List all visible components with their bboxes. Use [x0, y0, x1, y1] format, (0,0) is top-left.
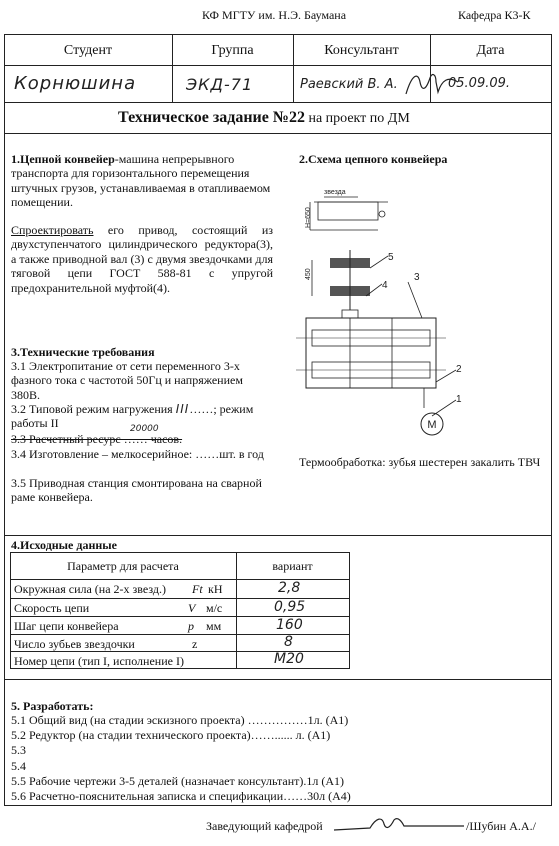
table-row-name: Номер цепи (тип I, исполнение I) — [14, 654, 184, 668]
schema-label-1: 1 — [456, 394, 462, 405]
table-row-name: Скорость цепи — [14, 601, 90, 615]
list-item: 5.3 — [11, 743, 26, 758]
thermo-note: Термообработка: зубья шестерен закалить ТВЧ — [299, 455, 541, 469]
frame-line — [4, 679, 552, 680]
req-3-4: 3.4 Изготовление – мелкосерийное: ……шт. в год — [11, 447, 264, 461]
table-row-sym: z — [192, 637, 198, 651]
design-text: его привод, состоящий из двухступенчатого цилиндрического редуктора(3), а также приводной вал (3) с двумя звездочками для тяговой цепи ГОСТ 588-81 с упругой предохранительной муфтой(4). — [11, 223, 273, 295]
table-row-name: Шаг цепи конвейера — [14, 619, 119, 633]
student-header: Студент — [63, 43, 113, 58]
department-name: Кафедра К3-К — [458, 8, 531, 22]
req-3-3: 3.3 Расчетный ресурс …… часов. — [11, 432, 183, 446]
section-4-title: 4.Исходные данные — [11, 538, 117, 552]
table-row-sym: Ft — [192, 582, 203, 596]
frame-bottom — [4, 805, 552, 806]
head-signature — [330, 812, 470, 836]
design-word: Спроектировать — [11, 223, 94, 237]
consultant-header: Консультант — [324, 43, 399, 58]
section-3-title: 3.Технические требования — [11, 345, 155, 359]
table-row-unit: мм — [206, 619, 222, 633]
section-1-paragraph — [11, 152, 273, 210]
req-3-1: 3.1 Электропитание от сети переменного 3-х фазного тока с частотой 50Гц и напряжением 380В. — [11, 359, 243, 402]
student-name: Корнюшина — [14, 73, 137, 94]
frame-top — [4, 34, 552, 35]
schema-label-4: 4 — [382, 280, 388, 291]
table-row-unit: м/с — [206, 601, 223, 615]
schema-label-5: 5 — [388, 252, 394, 263]
data-table — [10, 552, 350, 670]
frame-line — [4, 102, 552, 103]
section-2-title: 2.Схема цепного конвейера — [299, 152, 448, 166]
frame-line — [4, 535, 552, 536]
req-3-2-hand: III — [175, 402, 190, 416]
list-item: 5.1 Общий вид (на стадии эскизного проекта) ……………1л. (А1) — [11, 713, 349, 727]
table-row-value: 2,8 — [278, 580, 301, 596]
conveyor-schematic — [296, 170, 476, 440]
list-item: 5.5 Рабочие чертежи 3-5 деталей (назначает консультант).1л (А1) — [11, 773, 345, 788]
group-header: Группа — [211, 43, 254, 58]
section-1-design — [11, 223, 273, 295]
schema-label-2: 2 — [456, 364, 462, 375]
consultant-name: Раевский В. А. — [300, 77, 398, 92]
schema-label-3: 3 — [414, 272, 420, 283]
table-row-name: Число зубьев звездочки — [14, 637, 135, 651]
table-row-value: 0,95 — [274, 599, 306, 615]
schema-label-h: H=650 — [305, 207, 312, 228]
frame-left — [4, 34, 5, 805]
table-head-param: Параметр для расчета — [67, 559, 179, 573]
schema-label-motor: М — [427, 419, 437, 431]
list-item: 5.6 Расчетно-пояснительная записка и спецификации……30л (А4) — [11, 789, 351, 804]
table-row-value: М20 — [274, 651, 304, 667]
date-value: 05.09.09. — [448, 76, 511, 91]
section-5-list — [11, 713, 351, 804]
group-name: ЭКД-71 — [186, 75, 254, 94]
frame-right — [551, 34, 552, 805]
list-item: 5.4 — [11, 758, 26, 773]
req-3-5: 3.5 Приводная станция смонтирована на сварной раме конвейера. — [11, 476, 262, 505]
title-main: Техническое задание №22 — [118, 109, 305, 126]
req-3-3-hand: 20000 — [130, 424, 159, 434]
schema-label-w: 450 — [305, 268, 312, 280]
section-1-term: 1.Цепной конвейер — [11, 152, 115, 166]
page-title — [118, 109, 410, 127]
head-name: /Шубин А.А./ — [466, 819, 536, 833]
title-rest: на проект по ДМ — [304, 111, 410, 126]
req-3-2-b: ……; режим работы II — [11, 402, 254, 431]
table-row-name: Окружная сила (на 2-х звезд.) — [14, 582, 166, 596]
date-header: Дата — [476, 43, 505, 58]
req-3-2-a: 3.2 Типовой режим нагружения — [11, 402, 176, 416]
table-row-sym: V — [188, 601, 196, 615]
table-row-value: 8 — [284, 634, 293, 650]
schema-label-zvezda: звезда — [324, 189, 346, 196]
table-row-value: 160 — [276, 617, 303, 633]
table-head-variant: вариант — [272, 559, 313, 573]
table-row-sym: p — [188, 619, 194, 633]
institution-name: КФ МГТУ им. Н.Э. Баумана — [202, 8, 347, 22]
section-1-text: -машина непрерывного транспорта для горизонтального перемещения штучных грузов, устанавливаемая в отапливаемом помещении. — [11, 152, 271, 210]
head-of-dept-label: Заведующий кафедрой — [206, 819, 323, 833]
frame-line — [4, 133, 552, 134]
table-row-unit: кН — [208, 582, 223, 596]
list-item: 5.2 Редуктор (на стадии технического проекта)……...... л. (А1) — [11, 728, 331, 743]
section-5-title: 5. Разработать: — [11, 699, 94, 713]
frame-line — [4, 65, 552, 66]
